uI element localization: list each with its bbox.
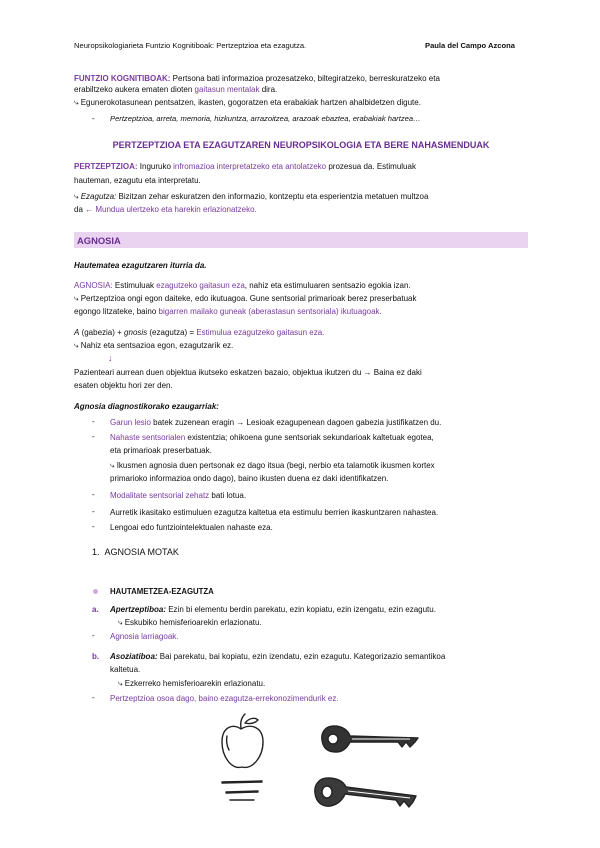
item-b-dash: Pertzeptzioa osoa dago, baino ezagutza-errekonozimendurik ez. <box>110 694 339 703</box>
diag-item-1-text: batek zuzenean eragin → Lesioak ezagupenean dagoen gabezia justifikatzen du. <box>150 418 442 427</box>
agnosia-def-sub-2a: egongo litzateke, baino <box>74 307 159 316</box>
ezagutza-text-2a: da <box>74 205 86 214</box>
bullet-dot <box>93 589 98 594</box>
diag-dash-5: - <box>92 522 95 531</box>
item-b-label: b. <box>92 652 100 661</box>
item-b-dash-marker: - <box>92 693 95 702</box>
agnosia-heading-band <box>74 232 528 248</box>
diag-item-2-highlight: Nahaste sentsorialen <box>110 433 186 442</box>
agnosia-def-t1: Estimuluak <box>112 281 157 290</box>
diag-item-2-sub-2: primarioko informazioa ondo dago), baino ikusten duena ez daki identifikatzen. <box>110 474 389 483</box>
ezagutza-arrow: ⤷ <box>74 192 81 201</box>
item-b-line-1 <box>110 651 528 662</box>
item-b-line-2: kaltetua. <box>110 665 141 674</box>
etym-highlight: Estimulua ezagutzeko gaitasun eza. <box>196 328 325 337</box>
diag-item-2-line-2: eta primarioak preserbatuak. <box>110 446 212 455</box>
item-a-dash-marker: - <box>92 631 95 640</box>
agnosia-def-label: AGNOSIA: <box>74 281 113 290</box>
pertzeptzioa-t1: Inguruko <box>137 162 174 171</box>
bullet-title: HAUTAMETZEA-EZAGUTZA <box>110 587 214 596</box>
diag-dash-3: - <box>92 490 95 499</box>
intro-line-1 <box>74 73 528 84</box>
agnosia-etym-sub: ⤷ Nahiz eta sentsazioa egon, ezagutzarik ez. <box>74 341 234 350</box>
section-1-heading <box>92 547 179 557</box>
intro-highlight: gaitasun mentalak <box>194 85 260 94</box>
agnosia-example-2: esaten objektu hori zer den. <box>74 381 173 390</box>
item-b-sub: ⤷ Ezkerreko hemisferioarekin erlazionatu. <box>118 679 266 688</box>
header-title: Neuropsikologiarieta Funtzio Kognitiboak: Pertzeptzioa eta ezagutza. <box>74 41 307 50</box>
item-a-title: Apertzeptiboa: <box>110 605 166 614</box>
arrow-down-icon: ↓ <box>108 353 113 363</box>
intro-sub: ⤷ Egunerokotasunean pentsatzen, ikasten, gogoratzen eta erabakiak hartzen ahalbidetzen digute. <box>74 98 421 107</box>
diag-item-1-highlight: Garun lesio <box>110 418 151 427</box>
agnosia-def-highlight: ezagutzeko gaitasun eza <box>156 281 245 290</box>
intro-text-2a: erabiltzeko aukera ematen dioten <box>74 85 195 94</box>
pertzeptzioa-line-2: hauteman, ezagutu eta interpretatu. <box>74 176 201 185</box>
diag-dash-2: - <box>92 432 95 441</box>
ezagutza-line-1 <box>74 191 528 202</box>
section-1-title: AGNOSIA MOTAK <box>104 547 179 557</box>
etym-t1: (gabezia) + <box>79 328 125 337</box>
item-a-label: a. <box>92 605 99 614</box>
pertzeptzioa-label: PERTZEPTZIOA: <box>74 162 138 171</box>
key-drawing-2-icon <box>312 772 420 816</box>
agnosia-def-sub-2 <box>74 306 528 317</box>
apple-drawing-icon <box>218 712 268 816</box>
ezagutza-line-2 <box>74 204 528 215</box>
key-drawing-1-icon <box>320 722 420 758</box>
intro-text-2b: dira. <box>259 85 278 94</box>
item-a-sub: ⤷ Eskubiko hemisferioarekin erlazionatu. <box>118 618 262 627</box>
main-heading: PERTZEPTZIOA ETA EZAGUTZAREN NEUROPSIKOLOGIA ETA BERE NAHASMENDUAK <box>112 140 490 150</box>
agnosia-def-sub-1: ⤷ Pertzeptzioa ongi egon daiteke, edo ikutuagoa. Gune sentsorial primarioak berez preserbatuak <box>74 294 417 303</box>
diag-item-1 <box>110 417 530 428</box>
diag-item-3-highlight: Modalitate sentsorial zehatz <box>110 491 210 500</box>
intro-label: FUNTZIO KOGNITIBOAK: <box>74 74 171 83</box>
header-author: Paula del Campo Azcona <box>425 41 516 50</box>
intro-line-2 <box>74 84 528 95</box>
diag-item-3 <box>110 490 530 501</box>
intro-dash-marker: - <box>92 114 95 123</box>
diag-dash-1: - <box>92 417 95 426</box>
item-b-text-1: Bai parekatu, bai kopiatu, ezin izendatu, ezin ezagutu. Kategorizazio semantikoa <box>157 652 446 661</box>
pertzeptzioa-line-1 <box>74 161 528 172</box>
intro-text-1: Pertsona bati informazioa prozesatzeko, biltegiratzeko, berreskuratzeko eta <box>170 74 440 83</box>
intro-dash-item: Pertzeptzioa, arreta, memoria, hizkuntza, arrazoitzea, arazoak ebaztea, erabakiak hartzea… <box>110 114 421 123</box>
diag-item-3-text: bati lotua. <box>209 491 247 500</box>
diag-item-5: Lengoai edo funtziointelektualen nahaste eza. <box>110 523 273 532</box>
ezagutza-text: Bizitzan zehar eskuratzen den informazio, kontzeptu eta esperientzia metatuen multzoa <box>116 192 429 201</box>
item-a-line <box>110 604 530 615</box>
agnosia-heading: AGNOSIA <box>77 235 121 246</box>
section-1-number: 1. <box>92 547 100 557</box>
agnosia-subtitle: Hautematea ezagutzaren iturria da. <box>74 261 207 270</box>
item-a-dash: Agnosia larriagoak. <box>110 632 179 641</box>
diag-item-2-text: existentzia; ohikoena gune sentsoriak sekundarioak kaltetuak egotea, <box>185 433 434 442</box>
agnosia-example-1: Pazienteari aurrean duen objektua ikutseko eskatzen bazaio, objektua ikutzen du → Baina ez daki <box>74 368 422 377</box>
diag-dash-4: - <box>92 507 95 516</box>
item-a-text: Ezin bi elementu berdin parekatu, ezin kopiatu, ezin izengatu, ezin ezagutu. <box>166 605 436 614</box>
agnosia-etym <box>74 327 528 338</box>
ezagutza-label: Ezagutza: <box>80 192 117 201</box>
pertzeptzioa-highlight: infromazioa interpretatzeko eta antolatzeko <box>173 162 327 171</box>
etym-t2: (ezagutza) = <box>147 328 197 337</box>
agnosia-def-t2: , nahiz eta estimuluaren sentsazio egokia izan. <box>244 281 411 290</box>
diag-title: Agnosia diagnostikorako ezaugarriak: <box>74 402 219 411</box>
diag-item-2-sub-1: ⤷ Ikusmen agnosia duen pertsonak ez dago itsua (begi, nerbio eta talamotik ikusmen kortex <box>110 461 435 470</box>
diag-item-2 <box>110 432 530 443</box>
etym-gnosis: gnosis <box>124 328 148 337</box>
agnosia-def-sub-2-highlight: bigarren mailako guneak (aberastasun sentsoriala) ikutuagoak. <box>158 307 382 316</box>
item-b-title: Asoziatiboa: <box>110 652 158 661</box>
pertzeptzioa-t2: prozesua da. Estimuluak <box>326 162 416 171</box>
diag-item-4: Aurretik ikasitako estimuluen ezagutza kaltetua eta estimulu berrien ikaskuntzaren nahastea. <box>110 508 439 517</box>
agnosia-def-line-1 <box>74 280 528 291</box>
ezagutza-highlight: ← Mundua ulertzeko eta harekin erlazionatzeko. <box>85 205 257 214</box>
etym-a: A <box>74 328 80 337</box>
